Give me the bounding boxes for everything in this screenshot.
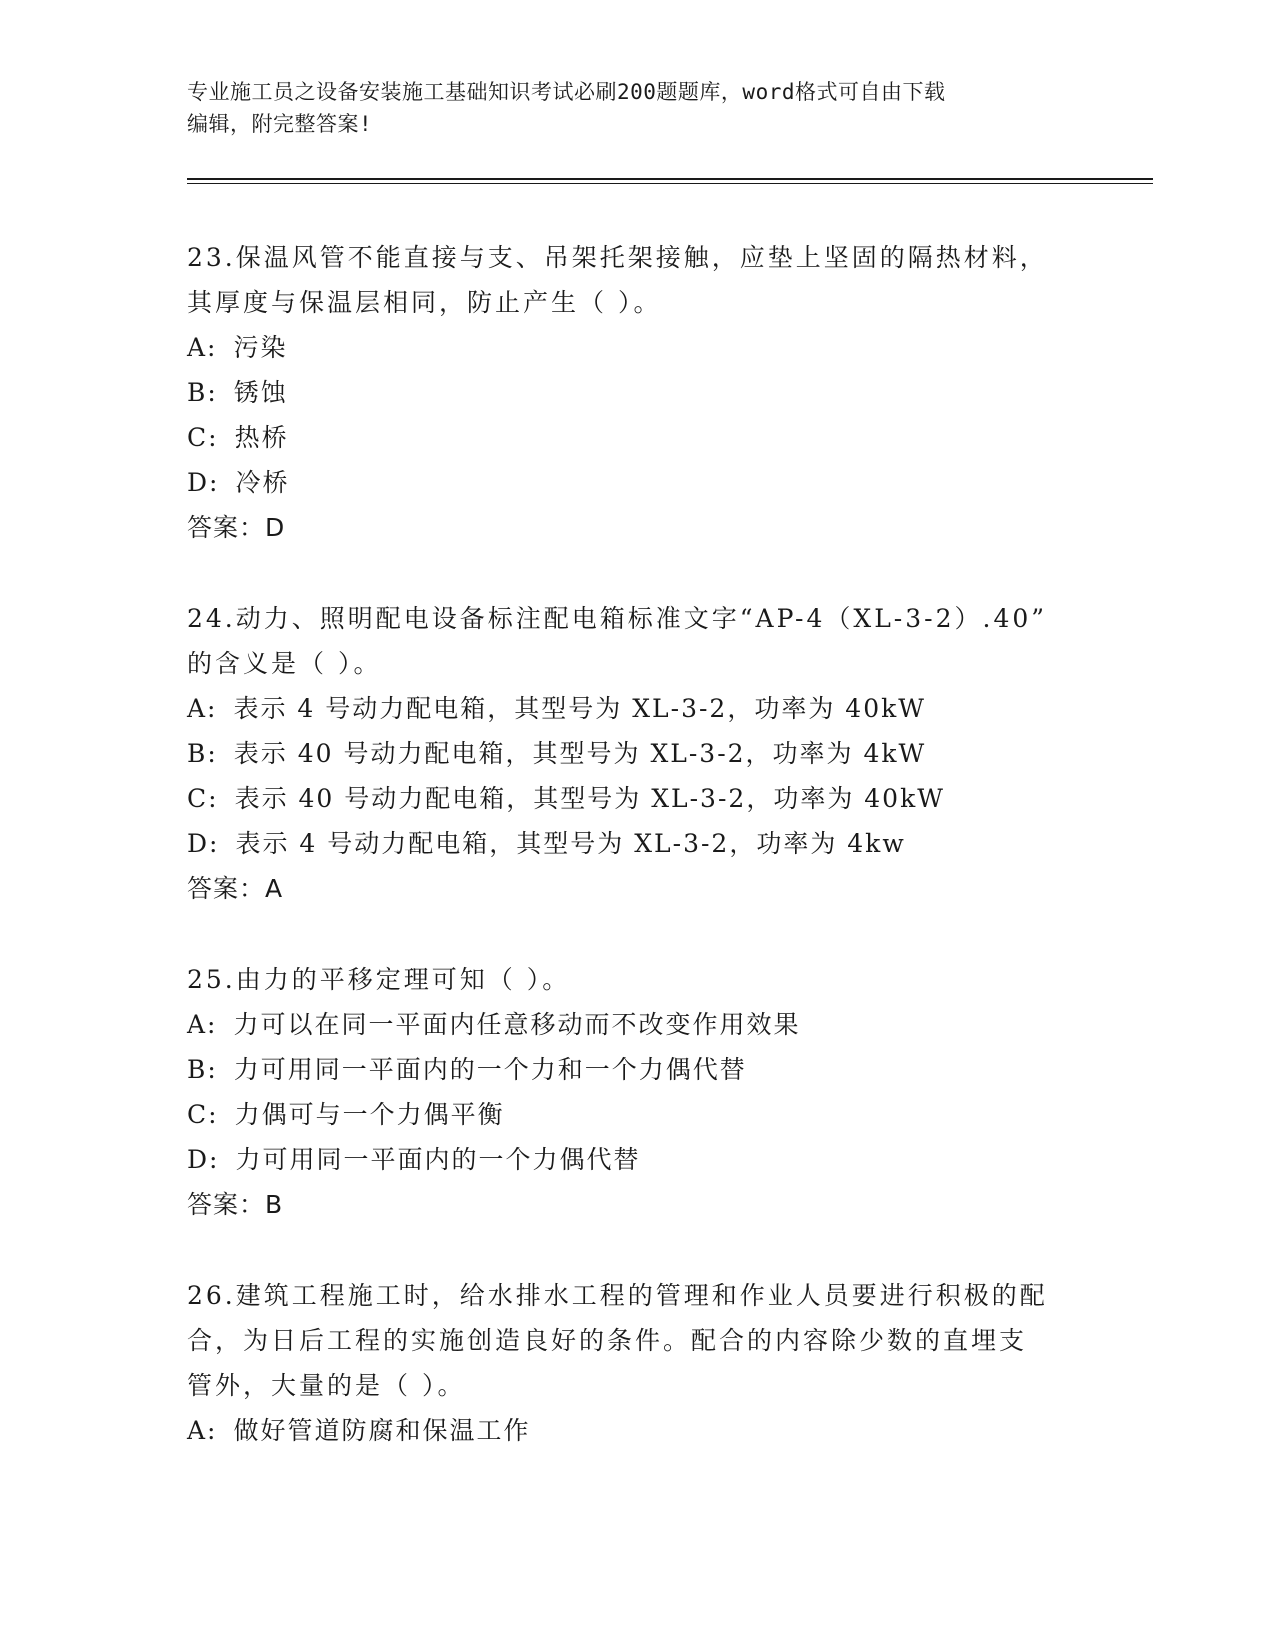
option-letter: A: <box>187 1416 218 1445</box>
option-d <box>187 460 1087 505</box>
stem-line: 23.保温风管不能直接与支、吊架托架接触，应垫上坚固的隔热材料， <box>187 243 1048 272</box>
option-a <box>187 1002 1087 1047</box>
stem-line: 25.由力的平移定理可知（ ）。 <box>187 965 571 994</box>
question-stem <box>187 957 1087 1002</box>
option-c <box>187 415 1087 460</box>
header-divider-thin <box>187 183 1153 184</box>
option-text: 表示 4 号动力配电箱，其型号为 XL-3-2，功率为 4kw <box>235 829 906 858</box>
option-text: 热桥 <box>234 423 289 452</box>
option-letter: A: <box>187 694 218 723</box>
option-a <box>187 325 1087 370</box>
option-text: 力可用同一平面内的一个力偶代替 <box>235 1145 641 1174</box>
option-letter: D: <box>187 1145 220 1174</box>
question-25 <box>187 957 1087 1227</box>
option-letter: B: <box>187 378 218 407</box>
stem-line: 其厚度与保温层相同，防止产生（ ）。 <box>187 288 662 317</box>
stem-line: 管外，大量的是（ ）。 <box>187 1371 466 1400</box>
option-letter: A: <box>187 1010 218 1039</box>
option-text: 力偶可与一个力偶平衡 <box>234 1100 505 1129</box>
option-letter: C: <box>187 784 219 813</box>
option-text: 做好管道防腐和保温工作 <box>233 1416 531 1445</box>
option-a <box>187 1408 1087 1453</box>
option-text: 锈蚀 <box>233 378 288 407</box>
option-letter: D: <box>187 468 220 497</box>
option-letter: D: <box>187 829 220 858</box>
option-letter: C: <box>187 423 219 452</box>
option-b <box>187 1047 1087 1092</box>
option-text: 力可用同一平面内的一个力和一个力偶代替 <box>233 1055 747 1084</box>
question-stem <box>187 596 1087 686</box>
stem-line: 合，为日后工程的实施创造良好的条件。配合的内容除少数的直埋支 <box>187 1326 1028 1355</box>
header-line-2: 编辑，附完整答案! <box>187 112 373 136</box>
option-letter: B: <box>187 739 218 768</box>
option-text: 表示 40 号动力配电箱，其型号为 XL-3-2，功率为 4kW <box>233 739 927 768</box>
question-stem <box>187 235 1087 325</box>
stem-line: 26.建筑工程施工时，给水排水工程的管理和作业人员要进行积极的配 <box>187 1281 1048 1310</box>
option-b <box>187 731 1087 776</box>
question-stem <box>187 1273 1087 1408</box>
option-text: 表示 4 号动力配电箱，其型号为 XL-3-2，功率为 40kW <box>233 694 926 723</box>
question-23 <box>187 235 1087 550</box>
header-line-1: 专业施工员之设备安装施工基础知识考试必刷200题题库，word格式可自由下载 <box>187 80 946 104</box>
stem-line: 24.动力、照明配电设备标注配电箱标准文字“AP-4（XL-3-2）.40” <box>187 604 1048 633</box>
question-24 <box>187 596 1087 911</box>
answer-line: 答案：A <box>187 874 284 903</box>
question-26 <box>187 1273 1087 1453</box>
option-text: 污染 <box>233 333 288 362</box>
option-letter: B: <box>187 1055 218 1084</box>
stem-line: 的含义是（ ）。 <box>187 649 382 678</box>
option-text: 表示 40 号动力配电箱，其型号为 XL-3-2，功率为 40kW <box>234 784 945 813</box>
option-c <box>187 776 1087 821</box>
option-letter: C: <box>187 1100 219 1129</box>
option-d <box>187 821 1087 866</box>
question-list <box>187 235 1087 1499</box>
option-a <box>187 686 1087 731</box>
answer-line: 答案：B <box>187 1190 284 1219</box>
option-letter: A: <box>187 333 218 362</box>
option-text: 冷桥 <box>235 468 290 497</box>
option-text: 力可以在同一平面内任意移动而不改变作用效果 <box>233 1010 801 1039</box>
answer-line: 答案：D <box>187 513 286 542</box>
option-b <box>187 370 1087 415</box>
document-header <box>187 76 1087 140</box>
option-c <box>187 1092 1087 1137</box>
header-divider-thick <box>187 178 1153 180</box>
option-d <box>187 1137 1087 1182</box>
